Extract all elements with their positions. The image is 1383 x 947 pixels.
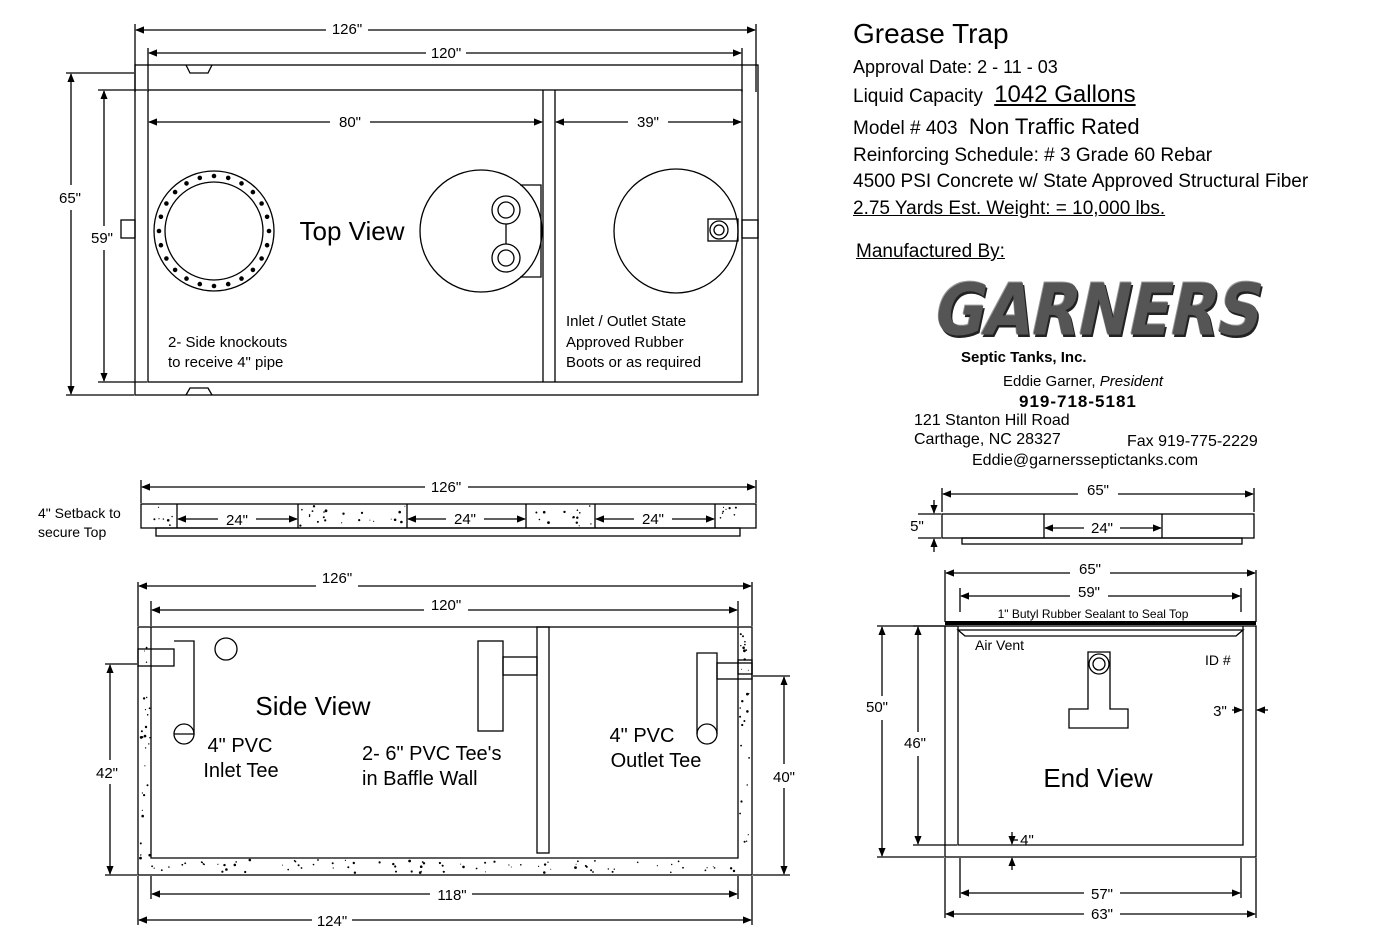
concrete-speck xyxy=(746,693,749,696)
bolt-hole xyxy=(184,276,189,281)
concrete-speck xyxy=(149,707,151,709)
concrete-speck xyxy=(142,792,143,793)
end-dim-63: 63" xyxy=(1090,906,1114,923)
model-row xyxy=(853,114,1140,140)
end-dim-3: 3" xyxy=(1213,703,1227,720)
concrete-speck xyxy=(298,864,300,866)
concrete-speck xyxy=(244,871,246,873)
concrete-speck xyxy=(168,866,170,868)
concrete-speck xyxy=(538,866,539,867)
concrete-speck xyxy=(400,521,403,524)
side-dim-120: 120" xyxy=(430,597,462,614)
top-dim-126: 126" xyxy=(331,21,363,38)
end-lid-dim-65: 65" xyxy=(1086,482,1110,499)
concrete-speck xyxy=(202,862,203,863)
capacity-label: Liquid Capacity xyxy=(853,86,983,107)
end-view-title: End View xyxy=(1043,763,1153,793)
end-dim-57: 57" xyxy=(1090,886,1114,903)
bolt-hole xyxy=(164,256,169,261)
concrete-speck xyxy=(282,865,283,866)
concrete-speck xyxy=(576,864,577,865)
concrete-speck xyxy=(144,765,145,766)
owner-line xyxy=(1003,373,1163,390)
bolt-hole xyxy=(267,229,272,234)
concrete-speck xyxy=(154,868,155,869)
end-lid-dim-5: 5" xyxy=(910,518,924,535)
bolt-hole xyxy=(259,201,264,206)
concrete-speck xyxy=(579,525,580,526)
top-dim-59: 59" xyxy=(90,230,114,247)
concrete-speck xyxy=(158,518,159,519)
concrete-speck xyxy=(151,865,153,867)
top-dim-65: 65" xyxy=(58,190,82,207)
inlet-label-line1: 4" PVC xyxy=(207,735,273,757)
top-dim-80: 80" xyxy=(338,114,362,131)
concrete-speck xyxy=(460,864,461,865)
end-dim-65: 65" xyxy=(1078,561,1102,578)
concrete-speck xyxy=(442,865,444,867)
side-view-title: Side View xyxy=(255,691,371,721)
bolt-hole xyxy=(198,176,203,181)
end-dim-46: 46" xyxy=(903,735,927,752)
concrete-speck xyxy=(735,507,737,509)
concrete-speck xyxy=(140,736,143,739)
bolt-hole xyxy=(251,268,256,273)
concrete-speck xyxy=(746,710,749,713)
concrete-speck xyxy=(324,519,326,521)
concrete-speck xyxy=(163,518,164,519)
concrete-speck xyxy=(148,743,149,744)
concrete-speck xyxy=(705,870,707,872)
concrete-speck xyxy=(671,864,672,865)
concrete-speck xyxy=(535,512,537,514)
concrete-speck xyxy=(391,519,392,520)
concrete-speck xyxy=(547,521,550,524)
boots-note-line1: Inlet / Outlet State xyxy=(566,313,687,330)
end-view xyxy=(877,570,1268,918)
reinforcing-schedule: Reinforcing Schedule: # 3 Grade 60 Rebar xyxy=(853,145,1213,166)
concrete-speck xyxy=(714,867,716,869)
concrete-speck xyxy=(234,864,237,867)
concrete-speck xyxy=(342,513,344,515)
knockouts-note-line2: to receive 4" pipe xyxy=(168,354,284,371)
weight-spec: 2.75 Yards Est. Weight: = 10,000 lbs. xyxy=(853,198,1166,219)
concrete-speck xyxy=(141,815,144,818)
bolt-hole xyxy=(251,190,256,195)
concrete-speck xyxy=(325,509,328,512)
concrete-speck xyxy=(589,505,591,507)
bolt-hole xyxy=(226,176,231,181)
baffle-tees-label-line1: 2- 6" PVC Tee's xyxy=(362,743,502,765)
id-label: ID # xyxy=(1205,652,1231,668)
concrete-speck xyxy=(317,859,319,861)
concrete-speck xyxy=(323,516,325,518)
boots-note-line2: Approved Rubber xyxy=(566,334,684,351)
concrete-speck xyxy=(420,865,423,868)
lid-dim-24-b: 24" xyxy=(453,511,477,528)
air-vent-label: Air Vent xyxy=(975,637,1025,653)
concrete-speck xyxy=(147,784,149,786)
company-fax: Fax 919-775-2229 xyxy=(1127,433,1258,450)
company-address-line1: 121 Stanton Hill Road xyxy=(914,412,1070,429)
concrete-speck xyxy=(543,511,546,514)
bolt-hole xyxy=(239,181,244,186)
concrete-speck xyxy=(149,737,150,738)
concrete-speck xyxy=(749,693,750,694)
lid-dim-24-a: 24" xyxy=(225,512,249,529)
concrete-speck xyxy=(572,517,573,518)
concrete-speck xyxy=(332,862,334,864)
concrete-speck xyxy=(720,517,722,519)
concrete-speck xyxy=(146,647,148,649)
concrete-speck xyxy=(223,864,225,866)
concrete-speck xyxy=(731,868,732,869)
concrete-speck xyxy=(741,724,743,726)
bolt-hole xyxy=(198,282,203,287)
company-email: Eddie@garnersseptictanks.com xyxy=(972,452,1199,469)
concrete-speck xyxy=(421,871,422,872)
model-number: Model # 403 xyxy=(853,118,958,139)
bolt-hole xyxy=(212,174,217,179)
drawing-title: Grease Trap xyxy=(853,18,1009,49)
concrete-hatching xyxy=(139,505,750,874)
boots-note-line3: Boots or as required xyxy=(566,354,702,371)
lid-dim-126: 126" xyxy=(430,479,462,496)
concrete-speck xyxy=(614,869,615,870)
concrete-speck xyxy=(358,519,360,521)
side-dim-42: 42" xyxy=(95,765,119,782)
bolt-hole xyxy=(259,256,264,261)
concrete-speck xyxy=(443,871,445,873)
end-dim-59: 59" xyxy=(1077,584,1101,601)
owner-title: President xyxy=(1099,373,1164,390)
concrete-speck xyxy=(153,518,155,520)
company-logo: GARNERS xyxy=(927,268,1272,352)
concrete-speck xyxy=(145,709,146,710)
concrete-speck xyxy=(670,872,672,874)
concrete-speck xyxy=(739,813,741,815)
concrete-speck xyxy=(139,857,142,860)
concrete-spec: 4500 PSI Concrete w/ State Approved Structural Fiber xyxy=(853,171,1309,192)
concrete-speck xyxy=(740,800,742,802)
concrete-speck xyxy=(579,512,581,514)
concrete-speck xyxy=(723,507,724,508)
baffle-tees-label-line2: in Baffle Wall xyxy=(362,768,478,790)
concrete-speck xyxy=(733,870,735,872)
concrete-speck xyxy=(592,871,594,873)
concrete-speck xyxy=(144,651,145,652)
concrete-speck xyxy=(563,511,565,513)
concrete-speck xyxy=(394,519,397,522)
concrete-speck xyxy=(323,511,325,513)
company-phone: 919-718-5181 xyxy=(1019,392,1137,411)
bolt-hole xyxy=(226,282,231,287)
concrete-speck xyxy=(739,716,741,718)
concrete-speck xyxy=(249,859,252,862)
concrete-speck xyxy=(508,864,509,865)
concrete-speck xyxy=(725,509,726,510)
concrete-speck xyxy=(511,867,512,868)
concrete-speck xyxy=(287,869,289,871)
concrete-speck xyxy=(379,861,381,863)
lid-dim-24-c: 24" xyxy=(641,511,665,528)
traffic-rating: Non Traffic Rated xyxy=(968,114,1140,139)
setback-note-line1: 4" Setback to xyxy=(38,505,121,521)
concrete-speck xyxy=(317,521,319,523)
concrete-speck xyxy=(225,868,228,871)
concrete-speck xyxy=(301,509,303,511)
concrete-speck xyxy=(404,506,405,507)
concrete-speck xyxy=(707,867,708,868)
bolt-hole xyxy=(265,243,270,248)
concrete-speck xyxy=(742,647,745,650)
concrete-speck xyxy=(341,522,342,523)
concrete-speck xyxy=(144,736,145,737)
concrete-speck xyxy=(637,862,639,864)
concrete-speck xyxy=(740,633,742,635)
concrete-speck xyxy=(748,834,749,835)
concrete-speck xyxy=(146,697,147,698)
manhole-bolt-ring xyxy=(157,174,272,289)
concrete-speck xyxy=(744,641,746,643)
top-view-title: Top View xyxy=(299,216,405,246)
concrete-speck xyxy=(299,525,301,527)
concrete-speck xyxy=(394,865,396,867)
concrete-speck xyxy=(682,867,684,869)
concrete-speck xyxy=(158,507,159,508)
concrete-speck xyxy=(713,866,714,867)
concrete-speck xyxy=(221,871,223,873)
concrete-speck xyxy=(740,645,741,646)
concrete-speck xyxy=(484,862,486,864)
concrete-speck xyxy=(369,520,370,521)
concrete-speck xyxy=(741,700,743,702)
bolt-hole xyxy=(212,284,217,289)
concrete-speck xyxy=(744,841,746,843)
bolt-hole xyxy=(157,229,162,234)
concrete-speck xyxy=(744,644,746,646)
concrete-speck xyxy=(171,516,172,517)
approval-date: Approval Date: 2 - 11 - 03 xyxy=(853,57,1058,77)
concrete-speck xyxy=(145,747,146,748)
concrete-speck xyxy=(161,869,163,871)
concrete-speck xyxy=(539,519,541,521)
concrete-speck xyxy=(741,669,742,670)
concrete-speck xyxy=(577,509,579,511)
concrete-speck xyxy=(392,863,394,865)
concrete-speck xyxy=(361,512,363,514)
concrete-speck xyxy=(543,871,546,874)
concrete-speck xyxy=(309,515,310,516)
side-dim-40: 40" xyxy=(772,769,796,786)
concrete-speck xyxy=(398,511,401,514)
concrete-speck xyxy=(141,730,143,732)
concrete-speck xyxy=(590,869,592,871)
sealant-note: 1" Butyl Rubber Sealant to Seal Top xyxy=(997,607,1189,621)
concrete-speck xyxy=(184,862,186,864)
concrete-speck xyxy=(744,658,746,660)
concrete-speck xyxy=(748,670,749,671)
concrete-speck xyxy=(140,854,141,855)
side-dim-124: 124" xyxy=(316,913,348,930)
concrete-speck xyxy=(745,649,747,651)
concrete-speck xyxy=(411,870,413,872)
concrete-speck xyxy=(217,864,218,865)
concrete-speck xyxy=(143,697,145,699)
manufactured-by: Manufactured By: xyxy=(856,241,1005,262)
concrete-speck xyxy=(439,862,441,864)
company-subtitle: Septic Tanks, Inc. xyxy=(961,349,1087,366)
concrete-speck xyxy=(722,513,723,514)
concrete-speck xyxy=(678,861,680,863)
bolt-hole xyxy=(173,190,178,195)
concrete-speck xyxy=(742,635,744,637)
concrete-speck xyxy=(143,794,145,796)
bolt-hole xyxy=(239,276,244,281)
company-address-line2: Carthage, NC 28327 xyxy=(914,431,1061,448)
concrete-speck xyxy=(485,871,486,872)
concrete-speck xyxy=(476,868,478,870)
side-dim-126: 126" xyxy=(321,570,353,587)
setback-note-line2: secure Top xyxy=(38,524,107,540)
end-lid-dim-24: 24" xyxy=(1090,520,1114,537)
concrete-speck xyxy=(145,726,147,728)
concrete-speck xyxy=(746,841,747,842)
concrete-speck xyxy=(590,523,591,524)
concrete-speck xyxy=(586,866,588,868)
concrete-speck xyxy=(547,862,548,863)
concrete-speck xyxy=(313,505,315,507)
bolt-hole xyxy=(159,243,164,248)
concrete-speck xyxy=(612,871,614,873)
bolt-hole xyxy=(184,181,189,186)
owner-name: Eddie Garner, xyxy=(1003,373,1100,390)
concrete-speck xyxy=(493,861,495,863)
concrete-speck xyxy=(181,864,183,866)
concrete-speck xyxy=(544,863,546,865)
concrete-speck xyxy=(748,757,750,759)
concrete-speck xyxy=(574,866,577,869)
top-dim-120: 120" xyxy=(430,45,462,62)
concrete-speck xyxy=(235,861,237,863)
concrete-speck xyxy=(747,784,748,785)
concrete-speck xyxy=(204,864,205,865)
bolt-hole xyxy=(173,268,178,273)
capacity-row xyxy=(853,81,1136,109)
knockouts-note-line1: 2- Side knockouts xyxy=(168,334,288,351)
concrete-speck xyxy=(550,869,551,870)
concrete-speck xyxy=(608,868,609,869)
end-dim-4: 4" xyxy=(1020,832,1034,849)
end-dim-50: 50" xyxy=(865,699,889,716)
concrete-speck xyxy=(295,861,297,863)
concrete-speck xyxy=(333,867,334,868)
concrete-speck xyxy=(373,521,374,522)
side-dim-118: 118" xyxy=(437,887,467,904)
capacity-value: 1042 Gallons xyxy=(994,81,1136,108)
bolt-hole xyxy=(164,201,169,206)
concrete-speck xyxy=(395,871,397,873)
concrete-speck xyxy=(520,864,522,866)
concrete-speck xyxy=(408,860,411,863)
concrete-speck xyxy=(594,860,596,862)
concrete-speck xyxy=(146,662,147,663)
concrete-speck xyxy=(576,517,578,519)
concrete-speck xyxy=(353,862,355,864)
concrete-speck xyxy=(743,720,745,722)
concrete-speck xyxy=(140,842,142,844)
concrete-speck xyxy=(740,745,742,747)
concrete-speck xyxy=(739,707,741,709)
top-dim-39: 39" xyxy=(636,114,660,131)
concrete-speck xyxy=(169,524,171,526)
inlet-label-line2: Inlet Tee xyxy=(203,760,279,782)
concrete-speck xyxy=(345,860,346,861)
concrete-speck xyxy=(729,507,731,509)
concrete-speck xyxy=(312,510,314,512)
concrete-speck xyxy=(462,866,465,869)
concrete-speck xyxy=(577,860,579,862)
concrete-speck xyxy=(347,866,349,868)
outlet-label-line1: 4" PVC xyxy=(609,725,675,747)
concrete-speck xyxy=(354,872,356,874)
bolt-hole xyxy=(159,215,164,220)
outlet-label-line2: Outlet Tee xyxy=(610,750,702,772)
concrete-speck xyxy=(722,511,724,513)
bolt-hole xyxy=(265,215,270,220)
concrete-speck xyxy=(657,865,658,866)
concrete-speck xyxy=(423,862,425,864)
concrete-speck xyxy=(301,867,303,869)
concrete-speck xyxy=(576,522,578,524)
concrete-speck xyxy=(313,864,315,866)
concrete-speck xyxy=(734,514,736,516)
concrete-speck xyxy=(167,519,170,522)
concrete-speck xyxy=(147,714,149,716)
concrete-speck xyxy=(148,854,151,857)
concrete-speck xyxy=(142,810,143,811)
